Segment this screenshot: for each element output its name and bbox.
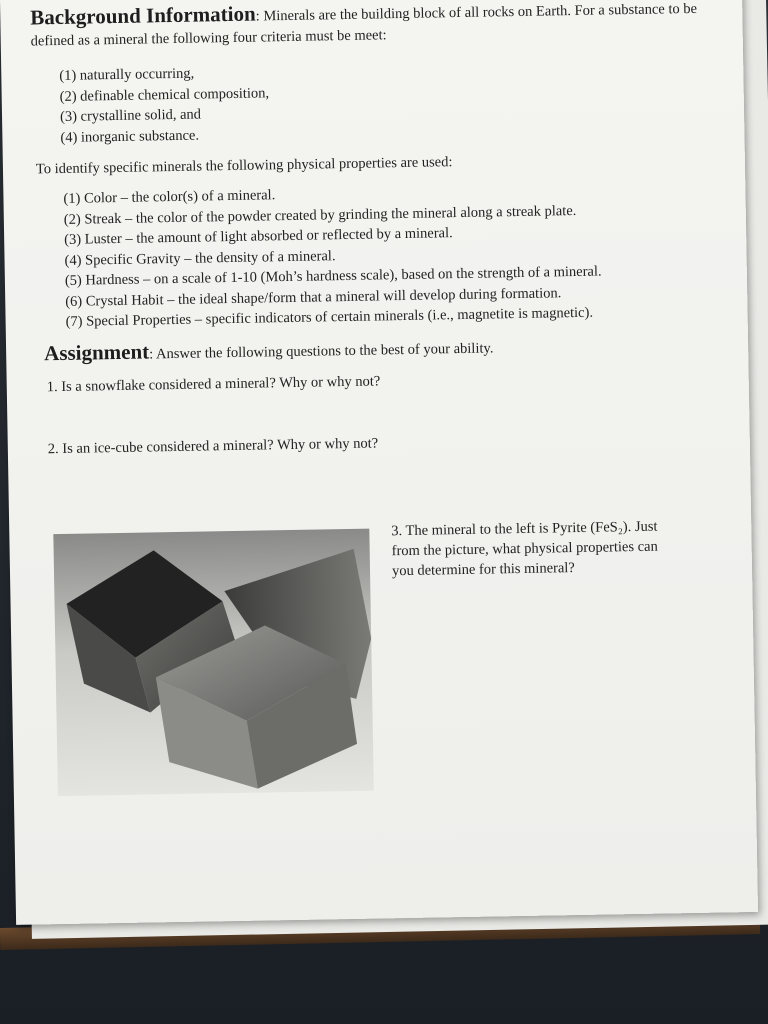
physical-properties-list <box>63 178 705 333</box>
question-3: 3. The mineral to the left is Pyrite (FeS₂). Just from the picture, what physical properties can you determine for this mineral? <box>391 518 658 580</box>
assignment-paragraph <box>44 329 724 368</box>
list-item: (1) naturally occurring, <box>59 65 195 84</box>
assignment-text: : Answer the following questions to the best of your ability. <box>149 340 494 363</box>
background-paragraph <box>30 0 711 52</box>
list-item: (3) Luster – the amount of light absorbed or reflected by a mineral. <box>64 225 453 248</box>
pyrite-cubes-illustration <box>53 529 374 796</box>
list-item: (4) Specific Gravity – the density of a mineral. <box>64 247 336 269</box>
list-item: (1) Color – the color(s) of a mineral. <box>63 187 276 207</box>
list-item: (4) inorganic substance. <box>60 127 200 146</box>
list-item: (7) Special Properties – specific indicators of certain minerals (i.e., magnetite is magnetic). <box>65 304 594 330</box>
list-item: (6) Crystal Habit – the ideal shape/form that a mineral will develop during formation. <box>65 284 562 310</box>
background-text: : Minerals are the building block of all rocks on Earth. For a substance to be defined as a mineral the following four criteria must be meet: <box>30 0 698 50</box>
mineral-criteria-list <box>59 55 700 148</box>
background-heading: Background Information <box>30 1 256 30</box>
question-2: 2. Is an ice-cube considered a mineral? Why or why not? <box>47 435 379 458</box>
pyrite-photo <box>53 529 374 796</box>
properties-intro: To identify specific minerals the following physical properties are used: <box>35 154 453 178</box>
list-item: (5) Hardness – on a scale of 1-10 (Moh’s hardness scale), based on the strength of a mineral. <box>64 263 602 289</box>
assignment-heading: Assignment <box>43 339 150 366</box>
list-item: (3) crystalline solid, and <box>59 106 202 125</box>
question-1: 1. Is a snowflake considered a mineral? Why or why not? <box>46 373 381 396</box>
list-item: (2) definable chemical composition, <box>59 84 270 105</box>
list-item: (2) Streak – the color of the powder created by grinding the mineral along a streak plate. <box>63 202 577 228</box>
